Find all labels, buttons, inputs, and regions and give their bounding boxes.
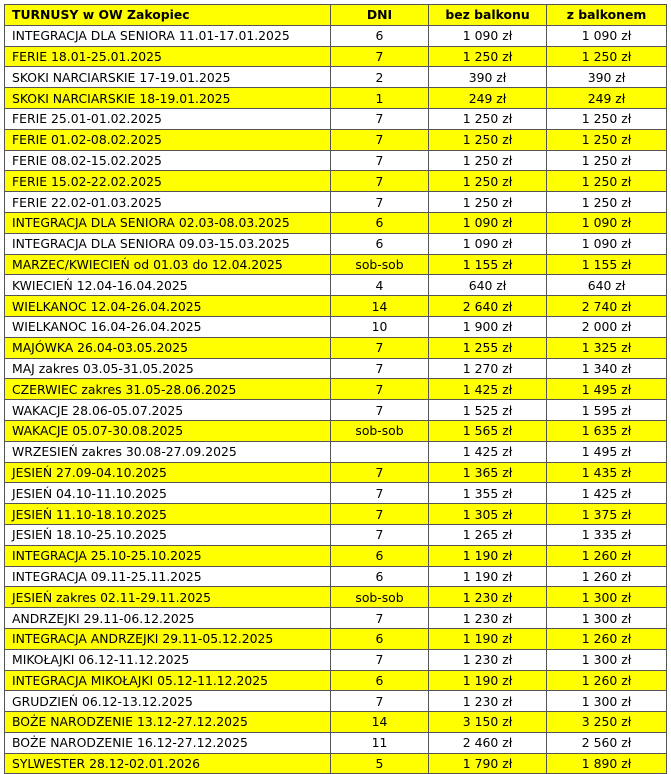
table-row — [5, 628, 667, 649]
table-row — [5, 171, 667, 192]
days-cell: 6 — [331, 670, 429, 691]
days-cell: 7 — [331, 524, 429, 545]
price-without-balcony-cell: 249 zł — [429, 88, 547, 109]
days-cell: 7 — [331, 649, 429, 670]
turnus-name-cell: INTEGRACJA DLA SENIORA 11.01-17.01.2025 — [5, 25, 331, 46]
price-without-balcony-cell: 390 zł — [429, 67, 547, 88]
table-row — [5, 150, 667, 171]
days-cell: 7 — [331, 483, 429, 504]
price-with-balcony-cell: 1 090 zł — [547, 212, 667, 233]
turnus-name-cell: MARZEC/KWIECIEŃ od 01.03 do 12.04.2025 — [5, 254, 331, 275]
turnus-name-cell: FERIE 15.02-22.02.2025 — [5, 171, 331, 192]
table-row — [5, 296, 667, 317]
table-row — [5, 753, 667, 774]
turnus-name-cell: JESIEŃ 27.09-04.10.2025 — [5, 462, 331, 483]
price-without-balcony-cell: 1 525 zł — [429, 400, 547, 421]
header-row — [5, 5, 667, 26]
price-with-balcony-cell: 1 300 zł — [547, 608, 667, 629]
days-cell: 7 — [331, 129, 429, 150]
price-without-balcony-cell: 1 255 zł — [429, 337, 547, 358]
price-without-balcony-cell: 1 090 zł — [429, 233, 547, 254]
price-without-balcony-cell: 1 190 zł — [429, 545, 547, 566]
price-without-balcony-cell: 1 250 zł — [429, 171, 547, 192]
days-cell: 7 — [331, 46, 429, 67]
table-row — [5, 25, 667, 46]
price-without-balcony-cell: 1 230 zł — [429, 608, 547, 629]
table-row — [5, 566, 667, 587]
turnus-name-cell: WRZESIEŃ zakres 30.08-27.09.2025 — [5, 441, 331, 462]
days-cell: 4 — [331, 275, 429, 296]
table-row — [5, 712, 667, 733]
turnus-name-cell: MAJÓWKA 26.04-03.05.2025 — [5, 337, 331, 358]
table-row — [5, 233, 667, 254]
turnus-name-cell: GRUDZIEŃ 06.12-13.12.2025 — [5, 691, 331, 712]
price-without-balcony-cell: 2 640 zł — [429, 296, 547, 317]
days-cell: 7 — [331, 608, 429, 629]
header-with-balcony: z balkonem — [547, 5, 667, 26]
days-cell: sob-sob — [331, 587, 429, 608]
price-without-balcony-cell: 1 250 zł — [429, 129, 547, 150]
price-with-balcony-cell: 2 560 zł — [547, 732, 667, 753]
days-cell: 10 — [331, 316, 429, 337]
price-without-balcony-cell: 1 900 zł — [429, 316, 547, 337]
days-cell: 6 — [331, 545, 429, 566]
table-row — [5, 192, 667, 213]
days-cell: 7 — [331, 504, 429, 525]
turnus-name-cell: MIKOŁAJKI 06.12-11.12.2025 — [5, 649, 331, 670]
turnus-name-cell: ANDRZEJKI 29.11-06.12.2025 — [5, 608, 331, 629]
price-with-balcony-cell: 1 155 zł — [547, 254, 667, 275]
turnus-name-cell: MAJ zakres 03.05-31.05.2025 — [5, 358, 331, 379]
price-without-balcony-cell: 1 265 zł — [429, 524, 547, 545]
table-row — [5, 732, 667, 753]
days-cell: 6 — [331, 25, 429, 46]
price-without-balcony-cell: 1 090 zł — [429, 25, 547, 46]
table-row — [5, 524, 667, 545]
price-without-balcony-cell: 1 090 zł — [429, 212, 547, 233]
price-without-balcony-cell: 3 150 zł — [429, 712, 547, 733]
table-row — [5, 462, 667, 483]
price-without-balcony-cell: 1 425 zł — [429, 441, 547, 462]
turnus-name-cell: INTEGRACJA 09.11-25.11.2025 — [5, 566, 331, 587]
days-cell: 5 — [331, 753, 429, 774]
price-without-balcony-cell: 1 250 zł — [429, 46, 547, 67]
turnus-name-cell: FERIE 01.02-08.02.2025 — [5, 129, 331, 150]
price-with-balcony-cell: 1 250 zł — [547, 46, 667, 67]
price-with-balcony-cell: 1 375 zł — [547, 504, 667, 525]
price-with-balcony-cell: 1 595 zł — [547, 400, 667, 421]
price-without-balcony-cell: 1 230 zł — [429, 587, 547, 608]
turnus-name-cell: FERIE 08.02-15.02.2025 — [5, 150, 331, 171]
days-cell: sob-sob — [331, 420, 429, 441]
table-row — [5, 316, 667, 337]
days-cell: 6 — [331, 566, 429, 587]
days-cell: 7 — [331, 358, 429, 379]
price-without-balcony-cell: 1 250 zł — [429, 192, 547, 213]
price-without-balcony-cell: 640 zł — [429, 275, 547, 296]
table-row — [5, 337, 667, 358]
turnus-name-cell: CZERWIEC zakres 31.05-28.06.2025 — [5, 379, 331, 400]
price-with-balcony-cell: 1 635 zł — [547, 420, 667, 441]
table-row — [5, 129, 667, 150]
table-row — [5, 504, 667, 525]
turnus-name-cell: BOŻE NARODZENIE 13.12-27.12.2025 — [5, 712, 331, 733]
table-row — [5, 420, 667, 441]
price-with-balcony-cell: 249 zł — [547, 88, 667, 109]
price-without-balcony-cell: 1 790 zł — [429, 753, 547, 774]
price-without-balcony-cell: 1 230 zł — [429, 649, 547, 670]
days-cell: sob-sob — [331, 254, 429, 275]
turnus-name-cell: WIELKANOC 16.04-26.04.2025 — [5, 316, 331, 337]
price-without-balcony-cell: 1 250 zł — [429, 108, 547, 129]
price-with-balcony-cell: 1 250 zł — [547, 171, 667, 192]
days-cell: 7 — [331, 108, 429, 129]
table-row — [5, 108, 667, 129]
table-row — [5, 587, 667, 608]
price-with-balcony-cell: 1 495 zł — [547, 441, 667, 462]
price-without-balcony-cell: 1 250 zł — [429, 150, 547, 171]
price-without-balcony-cell: 1 270 zł — [429, 358, 547, 379]
days-cell: 7 — [331, 379, 429, 400]
price-without-balcony-cell: 1 365 zł — [429, 462, 547, 483]
table-row — [5, 400, 667, 421]
price-with-balcony-cell: 1 260 zł — [547, 545, 667, 566]
days-cell: 6 — [331, 212, 429, 233]
table-row — [5, 691, 667, 712]
turnus-name-cell: SYLWESTER 28.12-02.01.2026 — [5, 753, 331, 774]
price-with-balcony-cell: 2 000 zł — [547, 316, 667, 337]
table-row — [5, 67, 667, 88]
price-with-balcony-cell: 1 300 zł — [547, 649, 667, 670]
days-cell: 7 — [331, 150, 429, 171]
price-with-balcony-cell: 1 340 zł — [547, 358, 667, 379]
days-cell: 7 — [331, 192, 429, 213]
table-row — [5, 212, 667, 233]
price-with-balcony-cell: 1 250 zł — [547, 129, 667, 150]
turnus-name-cell: SKOKI NARCIARSKIE 18-19.01.2025 — [5, 88, 331, 109]
turnus-name-cell: BOŻE NARODZENIE 16.12-27.12.2025 — [5, 732, 331, 753]
days-cell: 11 — [331, 732, 429, 753]
price-without-balcony-cell: 1 155 zł — [429, 254, 547, 275]
days-cell: 14 — [331, 712, 429, 733]
days-cell: 2 — [331, 67, 429, 88]
price-with-balcony-cell: 1 435 zł — [547, 462, 667, 483]
days-cell: 1 — [331, 88, 429, 109]
table-row — [5, 441, 667, 462]
price-with-balcony-cell: 1 325 zł — [547, 337, 667, 358]
price-table — [4, 4, 667, 774]
header-days: DNI — [331, 5, 429, 26]
turnus-name-cell: FERIE 22.02-01.03.2025 — [5, 192, 331, 213]
price-without-balcony-cell: 1 355 zł — [429, 483, 547, 504]
price-with-balcony-cell: 1 250 zł — [547, 192, 667, 213]
table-row — [5, 483, 667, 504]
price-with-balcony-cell: 1 260 zł — [547, 628, 667, 649]
price-with-balcony-cell: 640 zł — [547, 275, 667, 296]
table-row — [5, 254, 667, 275]
turnus-name-cell: KWIECIEŃ 12.04-16.04.2025 — [5, 275, 331, 296]
header-turnusy: TURNUSY w OW Zakopiec — [5, 5, 331, 26]
price-with-balcony-cell: 1 495 zł — [547, 379, 667, 400]
turnus-name-cell: JESIEŃ zakres 02.11-29.11.2025 — [5, 587, 331, 608]
price-with-balcony-cell: 1 090 zł — [547, 25, 667, 46]
table-row — [5, 88, 667, 109]
turnus-name-cell: FERIE 25.01-01.02.2025 — [5, 108, 331, 129]
days-cell: 6 — [331, 233, 429, 254]
price-without-balcony-cell: 1 565 zł — [429, 420, 547, 441]
table-row — [5, 545, 667, 566]
price-without-balcony-cell: 2 460 zł — [429, 732, 547, 753]
turnus-name-cell: FERIE 18.01-25.01.2025 — [5, 46, 331, 67]
turnus-name-cell: INTEGRACJA MIKOŁAJKI 05.12-11.12.2025 — [5, 670, 331, 691]
price-with-balcony-cell: 1 300 zł — [547, 587, 667, 608]
price-without-balcony-cell: 1 190 zł — [429, 670, 547, 691]
price-with-balcony-cell: 1 250 zł — [547, 108, 667, 129]
days-cell: 7 — [331, 691, 429, 712]
price-without-balcony-cell: 1 425 zł — [429, 379, 547, 400]
price-with-balcony-cell: 1 425 zł — [547, 483, 667, 504]
table-row — [5, 275, 667, 296]
days-cell: 7 — [331, 462, 429, 483]
price-with-balcony-cell: 2 740 zł — [547, 296, 667, 317]
price-with-balcony-cell: 1 300 zł — [547, 691, 667, 712]
turnus-name-cell: WAKACJE 05.07-30.08.2025 — [5, 420, 331, 441]
price-with-balcony-cell: 1 260 zł — [547, 566, 667, 587]
price-without-balcony-cell: 1 190 zł — [429, 628, 547, 649]
price-with-balcony-cell: 1 890 zł — [547, 753, 667, 774]
turnus-name-cell: WIELKANOC 12.04-26.04.2025 — [5, 296, 331, 317]
table-row — [5, 670, 667, 691]
price-with-balcony-cell: 390 zł — [547, 67, 667, 88]
price-without-balcony-cell: 1 230 zł — [429, 691, 547, 712]
price-without-balcony-cell: 1 190 zł — [429, 566, 547, 587]
table-row — [5, 379, 667, 400]
table-body — [5, 25, 667, 774]
days-cell: 7 — [331, 400, 429, 421]
days-cell: 7 — [331, 337, 429, 358]
turnus-name-cell: INTEGRACJA DLA SENIORA 02.03-08.03.2025 — [5, 212, 331, 233]
header-without-balcony: bez balkonu — [429, 5, 547, 26]
turnus-name-cell: JESIEŃ 04.10-11.10.2025 — [5, 483, 331, 504]
turnus-name-cell: WAKACJE 28.06-05.07.2025 — [5, 400, 331, 421]
table-row — [5, 608, 667, 629]
price-with-balcony-cell: 1 090 zł — [547, 233, 667, 254]
price-without-balcony-cell: 1 305 zł — [429, 504, 547, 525]
turnus-name-cell: SKOKI NARCIARSKIE 17-19.01.2025 — [5, 67, 331, 88]
days-cell: 6 — [331, 628, 429, 649]
turnus-name-cell: INTEGRACJA ANDRZEJKI 29.11-05.12.2025 — [5, 628, 331, 649]
price-with-balcony-cell: 1 260 zł — [547, 670, 667, 691]
price-with-balcony-cell: 1 250 zł — [547, 150, 667, 171]
days-cell: 7 — [331, 171, 429, 192]
turnus-name-cell: INTEGRACJA 25.10-25.10.2025 — [5, 545, 331, 566]
days-cell — [331, 441, 429, 462]
price-with-balcony-cell: 3 250 zł — [547, 712, 667, 733]
table-row — [5, 358, 667, 379]
turnus-name-cell: JESIEŃ 11.10-18.10.2025 — [5, 504, 331, 525]
days-cell: 14 — [331, 296, 429, 317]
turnus-name-cell: JESIEŃ 18.10-25.10.2025 — [5, 524, 331, 545]
table-row — [5, 46, 667, 67]
table-row — [5, 649, 667, 670]
turnus-name-cell: INTEGRACJA DLA SENIORA 09.03-15.03.2025 — [5, 233, 331, 254]
price-with-balcony-cell: 1 335 zł — [547, 524, 667, 545]
